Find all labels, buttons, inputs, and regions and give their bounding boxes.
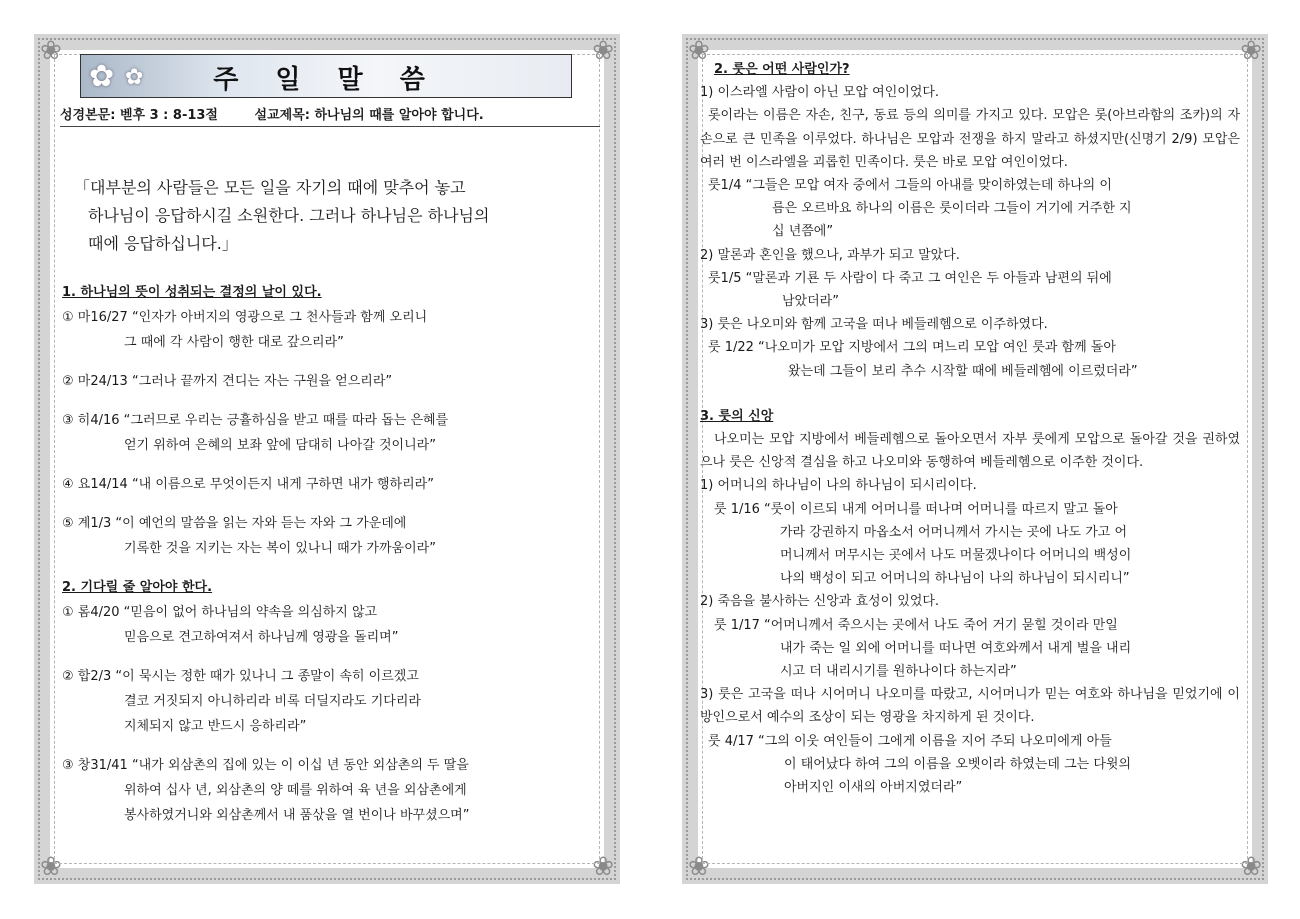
list-item: ② 마24/13 “그러나 끝까지 견디는 자는 구원을 얻으리라” xyxy=(62,374,393,389)
sermon-title: 설교제목: 하나님의 때를 알아야 합니다. xyxy=(254,108,484,123)
section-heading: 1. 하나님의 뜻이 성취되는 결정의 날이 있다. xyxy=(62,285,322,300)
list-item: ② 합2/3 “이 묵시는 정한 때가 있나니 그 종말이 속히 이르겠고 결코 거짓되지 아니하리라 비록 더딜지라도 기다리라 지체되지 않고 반드시 응하리라” xyxy=(62,669,421,734)
section-heading: 2. 룻은 어떤 사람인가? xyxy=(714,62,850,77)
list-item: ④ 요14/14 “내 이름으로 무엇이든지 내게 구하면 내가 행하리라” xyxy=(62,477,434,492)
quote-line: 「대부분의 사람들은 모든 일을 자기의 때에 맞추어 놓고 xyxy=(74,178,466,197)
paragraph: 롯이라는 이름은 자손, 친구, 동료 등의 의미를 가지고 있다. 모압은 롯(아브라함의 조카)의 자손으로 큰 민족을 이루었다. 하나님은 모압과 전쟁을 하지 말라고 하셨지만(신명기 2/9) 모압은 여러 번 이스라엘을 괴롭힌 민족이다. 룻은 바로 모압 여인이었다. xyxy=(700,108,1240,170)
title-banner xyxy=(80,54,572,98)
flower-ornament-icon: ❀ xyxy=(1240,852,1262,882)
section-heading: 2. 기다릴 줄 알아야 한다. xyxy=(62,580,213,595)
key-quote xyxy=(74,174,584,258)
list-item: ① 마16/27 “인자가 아버지의 영광으로 그 천사들과 함께 오리니 그 때에 각 사람이 행한 대로 갚으리라” xyxy=(62,310,428,350)
right-page xyxy=(682,34,1268,884)
verse: 룻 1/17 “어머니께서 죽으시는 곳에서 나도 죽어 거기 묻힐 것이라 만일 내가 죽는 일 외에 어머니를 떠나면 여호와께서 내게 벌을 내리 시고 더 내리시기를 원하나이다 하는지라” xyxy=(714,617,1132,680)
quote-line: 하나님이 응답하시길 소원한다. 그러나 하나님은 하나님의 xyxy=(88,206,490,225)
verse: 룻1/4 “그들은 모압 여자 중에서 그들의 아내를 맞이하였는데 하나의 이 름은 오르바요 하나의 이름은 룻이더라 그들이 거기에 거주한 지 십 년쯤에” xyxy=(708,178,1132,240)
verse: 룻 1/22 “나오미가 모압 지방에서 그의 며느리 모압 여인 룻과 함께 돌아 왔는데 그들이 보리 추수 시작할 때에 베들레헴에 이르렀더라” xyxy=(708,340,1138,379)
paragraph: 2) 죽음을 불사하는 신앙과 효성이 있었다. xyxy=(700,594,940,610)
paragraph: 나오미는 모압 지방에서 베들레헴으로 돌아오면서 자부 룻에게 모압으로 돌아갈 것을 권하였으나 룻은 신앙적 결심을 하고 나오미와 동행하여 베들레헴으로 이주한 것이다. xyxy=(700,432,1240,471)
flower-ornament-icon: ❀ xyxy=(688,852,710,882)
flower-ornament-icon: ❀ xyxy=(40,852,62,882)
left-page xyxy=(34,34,620,884)
verse: 룻 4/17 “그의 이웃 여인들이 그에게 이름을 지어 주되 나오미에게 아들 이 태어났다 하여 그의 이름을 오벳이라 하였는데 그는 다윗의 아버지인 이새의 아버지였더라” xyxy=(708,733,1132,796)
verse: 룻 1/16 “룻이 이르되 내게 어머니를 떠나며 어머니를 따르지 말고 돌아 가라 강권하지 마옵소서 어머니께서 가시는 곳에 나도 가고 어 머니께서 머무시는 곳에서 나도 머물겠나이다 어머니의 백성이 나의 백성이 되고 어머니의 하나님이 나의 하나님이 되시리니” xyxy=(714,501,1132,587)
list-item: ③ 창31/41 “내가 외삼촌의 집에 있는 이 이십 년 동안 외삼촌의 두 딸을 위하여 십사 년, 외삼촌의 양 떼를 위하여 육 년을 외삼촌에게 봉사하였거니와 외삼촌께서 내 품삯을 열 번이나 바꾸셨으며” xyxy=(62,758,470,823)
list-item: ① 롬4/20 “믿음이 없어 하나님의 약속을 의심하지 않고 믿음으로 견고하여져서 하나님께 영광을 돌리며” xyxy=(62,605,399,645)
paragraph: 1) 어머니의 하나님이 나의 하나님이 되시리이다. xyxy=(700,478,977,494)
paragraph: 3) 룻은 고국을 떠나 시어머니 나오미를 따랐고, 시어머니가 믿는 여호와 하나님을 믿었기에 이방인으로서 예수의 조상이 되는 영광을 차지하게 된 것이다. xyxy=(700,687,1240,726)
paragraph: 3) 룻은 나오미와 함께 고국을 떠나 베들레헴으로 이주하였다. xyxy=(700,317,1048,333)
flower-ornament-icon: ❀ xyxy=(1240,36,1262,66)
daisy-icon: ✿ xyxy=(125,65,144,90)
flower-ornament-icon: ❀ xyxy=(592,852,614,882)
verse: 룻1/5 “말론과 기룐 두 사람이 다 죽고 그 여인은 두 아들과 남편의 뒤에 남았더라” xyxy=(708,270,1112,310)
scripture-reference: 성경본문: 벧후 3 : 8-13절 xyxy=(60,108,218,123)
quote-line: 때에 응답하십니다.」 xyxy=(88,234,238,253)
page-title: 주 일 말 씀 xyxy=(213,65,439,95)
daisy-icon: ✿ xyxy=(89,59,115,94)
flower-ornament-icon: ❀ xyxy=(688,36,710,66)
left-body xyxy=(62,280,592,828)
list-item: ③ 히4/16 “그러므로 우리는 긍휼하심을 받고 때를 따라 돕는 은혜를 얻기 위하여 은혜의 보좌 앞에 담대히 나아갈 것이니라” xyxy=(62,413,449,453)
flower-ornament-icon: ❀ xyxy=(592,36,614,66)
list-item: ⑤ 계1/3 “이 예언의 말씀을 읽는 자와 듣는 자와 그 가운데에 기록한 것을 지키는 자는 복이 있나니 때가 가까움이라” xyxy=(62,516,436,556)
divider xyxy=(60,126,600,127)
paragraph: 1) 이스라엘 사람이 아닌 모압 여인이었다. xyxy=(700,85,940,101)
sermon-meta xyxy=(60,104,600,123)
right-body xyxy=(700,58,1240,799)
flower-ornament-icon: ❀ xyxy=(40,36,62,66)
section-heading: 3. 룻의 신앙 xyxy=(700,408,774,424)
paragraph: 2) 말론과 혼인을 했으나, 과부가 되고 말았다. xyxy=(700,247,960,263)
